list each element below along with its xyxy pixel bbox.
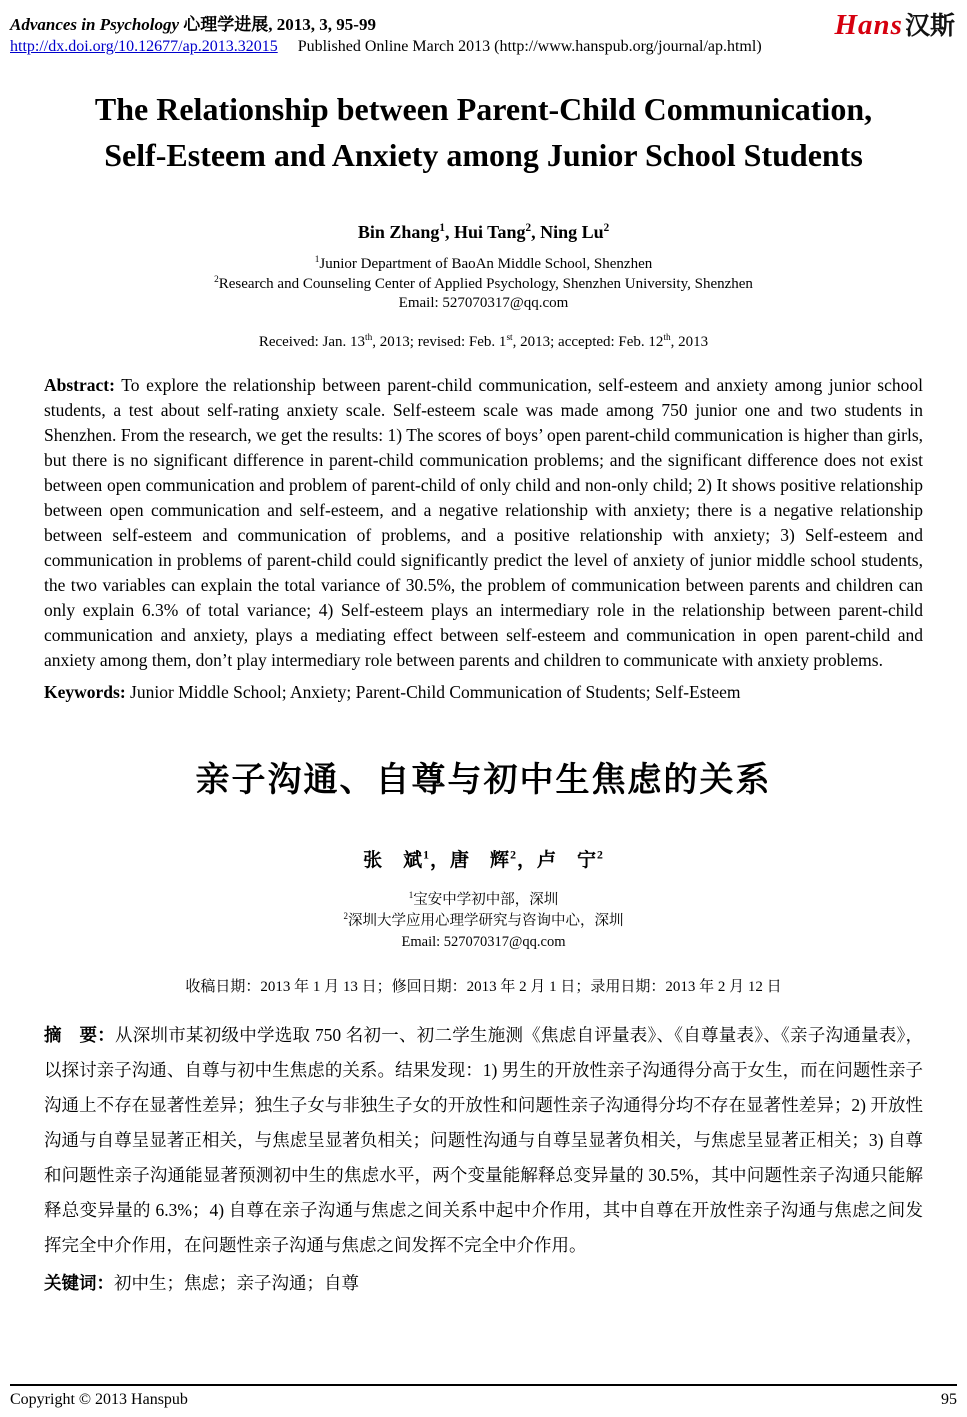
doi-link[interactable]: http://dx.doi.org/10.12677/ap.2013.32015: [10, 38, 278, 55]
affiliation-sup: 1: [408, 889, 414, 900]
header-left: [10, 10, 762, 56]
abstract-section-cn: [44, 1018, 923, 1263]
keywords-section-en: [44, 680, 923, 704]
author-name-cn: 张 斌$^1$: [363, 848, 431, 871]
page-footer: [10, 1384, 957, 1409]
abstract-label-cn: 摘 要：: [44, 1024, 115, 1045]
author-name-cn: ，唐 辉$^2$: [430, 848, 517, 871]
affiliations-en: [10, 255, 957, 314]
journal-title-cn: 心理学进展: [183, 15, 269, 34]
keywords-text: Junior Middle School; Anxiety; Parent-Child Communication of Students; Self-Esteem: [125, 681, 741, 702]
author-affil-sup: 1: [423, 848, 431, 862]
author-affil-sup: 1: [439, 222, 445, 234]
email-line-cn: Email: 527070317@qq.com: [401, 933, 566, 950]
keywords-label-cn: 关键词：: [44, 1272, 114, 1293]
page-header: [10, 10, 957, 56]
paper-title-en: [10, 86, 957, 178]
hans-logo-cn-text: 汉斯: [904, 13, 955, 40]
affiliation-line-cn: $^1$宝安中学初中部，深圳: [408, 889, 559, 908]
received-line-cn: 收稿日期：2013 年 1 月 13 日；修回日期：2013 年 2 月 1 日；录用日期：2013 年 2 月 12 日: [185, 978, 782, 995]
copyright-text: Copyright © 2013 Hanspub: [10, 1391, 188, 1408]
author-affil-sup: 2: [596, 848, 604, 862]
paper-title-cn: 亲子沟通、自尊与初中生焦虑的关系: [195, 761, 772, 799]
received-line-en: Received: Jan. 13th, 2013; revised: Feb. 1st, 2013; accepted: Feb. 12th, 2013: [258, 332, 709, 350]
journal-title: Advances in Psychology: [10, 15, 180, 34]
affiliation-sup: 1: [314, 255, 320, 265]
keywords-text-cn: 初中生；焦虑；亲子沟通；自尊: [114, 1272, 359, 1293]
abstract-label: Abstract:: [44, 374, 115, 395]
email-line: Email: 527070317@qq.com: [398, 295, 569, 311]
affiliations-cn: [10, 890, 957, 953]
abstract-text: To explore the relationship between parent-child communication, self-esteem and anxiety among junior school students, a test about self-rating anxiety scale. Self-esteem scale was made among 750 junior one and two students in Shenzhen. From the research, we get the results: 1) The scores of boys’ open parent-child communication is higher than girls, but there is no significant difference in parent-child communication problems; and the significant difference does not exist between open communication and problem of parent-child of only child and non-only child; 2) It shows positive relationship between open communication and self-esteem, and a negative relationship with anxiety; there is a negative relationship between self-esteem and communication of problems, and a positive relationship with anxiety; 3) Self-esteem and communication in problems of parent-child could significantly predict the level of anxiety of junior middle school students, the two variables can explain the total variance of 30.5%, the problem of communication between parents and children can only explain 6.3% of total variance; 4) Self-esteem plays an intermediary role in the relationship between parent-child communication and anxiety, plays a mediating effect between self-esteem and communication in open parent-child and anxiety among them, don’t play intermediary role between parents and children to communicate with anxiety problems.: [44, 374, 923, 670]
affiliation-sup: 2: [214, 274, 219, 285]
authors-en: [10, 222, 957, 243]
journal-line: [10, 10, 762, 35]
abstract-text-cn: 从深圳市某初级中学选取 750 名初一、初二学生施测《焦虑自评量表》、《自尊量表》、《亲子沟通量表》，以探讨亲子沟通、自尊与初中生焦虑的关系。结果发现：1) 男生的开放性亲子沟通得分高于女生，而在问题性亲子沟通上不存在显著性差异；独生子女与非独生子女的开放性和问题性亲子沟通得分均不存在显著性差异；2) 开放性沟通与自尊呈显著正相关，与焦虑呈显著负相关；问题性沟通与自尊呈显著负相关，与焦虑呈显著正相关；3) 自尊和问题性亲子沟通能显著预测初中生的焦虑水平，两个变量能解释总变异量的 30.5%，其中问题性亲子沟通只能解释总变异量的 6.3%；4) 自尊在亲子沟通与焦虑之间关系中起中介作用，其中自尊在开放性亲子沟通与焦虑之间发挥完全中介作用，在问题性亲子沟通与焦虑之间发挥不完全中介作用。: [44, 1024, 923, 1255]
doi-line: [10, 38, 762, 56]
author-name-cn: ，卢 宁$^2$: [516, 848, 604, 871]
keywords-label: Keywords:: [44, 681, 126, 702]
authors-cn: [10, 845, 957, 872]
page-number: 95: [941, 1391, 957, 1408]
keywords-section-cn: [44, 1271, 923, 1295]
affiliation-line: $^2$Research and Counseling Center of Applied Psychology, Shenzhen University, Shenzhen: [214, 274, 753, 292]
published-info: Published Online March 2013 (http://www.hanspub.org/journal/ap.html): [297, 38, 762, 55]
author-name: Bin Zhang$^1$: [357, 222, 445, 242]
affiliation-sup: 2: [343, 910, 348, 921]
hans-logo: [835, 10, 956, 45]
paper-title-en-line1: The Relationship between Parent-Child Communication,: [94, 91, 873, 127]
paper-title-en-line2: Self-Esteem and Anxiety among Junior School Students: [104, 137, 863, 173]
author-name: , Ning Lu$^2$: [531, 222, 610, 242]
author-affil-sup: 2: [603, 222, 610, 234]
journal-issue-info: , 2013, 3, 95-99: [268, 15, 376, 34]
author-affil-sup: 2: [510, 848, 517, 862]
affiliation-line-cn: $^2$深圳大学应用心理学研究与咨询中心，深圳: [343, 910, 624, 929]
author-name: , Hui Tang$^2$: [444, 222, 532, 242]
abstract-section-en: [44, 373, 923, 673]
hans-logo-text: Hans: [834, 9, 903, 41]
author-affil-sup: 2: [525, 222, 532, 234]
affiliation-line: $^1$Junior Department of BaoAn Middle School, Shenzhen: [314, 255, 653, 272]
